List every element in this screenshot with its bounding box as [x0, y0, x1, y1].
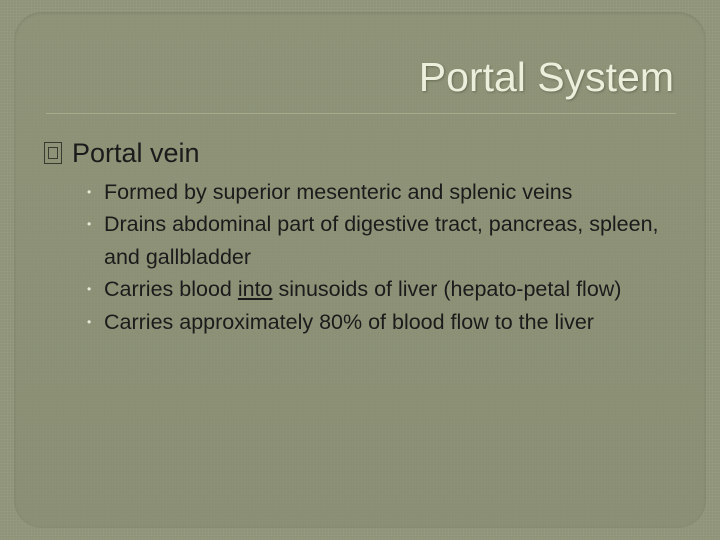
underlined-word: into [237, 277, 273, 302]
level1-item [44, 138, 684, 169]
list-item [86, 208, 686, 273]
bullet-dot-icon: • [87, 185, 92, 199]
list-item [86, 273, 686, 305]
sub-bullet-list [86, 176, 686, 338]
box-bullet-icon [44, 142, 62, 164]
bullet-dot-icon: • [87, 217, 92, 232]
list-item [86, 176, 686, 208]
title-divider [46, 113, 676, 114]
level1-heading: Portal vein [72, 138, 200, 168]
bullet-text: sinusoids of liver (hepato-petal flow) [272, 277, 622, 302]
bullet-dot-icon: • [87, 282, 92, 297]
bullet-text: Formed by superior mesenteric and splenic veins [104, 180, 573, 204]
list-item [86, 306, 686, 338]
bullet-text: Drains abdominal part of digestive tract, pancreas, spleen, and gallbladder [104, 212, 659, 269]
slide-title: Portal System [418, 54, 674, 100]
bullet-text: Carries blood [104, 277, 238, 302]
bullet-text: Carries approximately 80% of blood flow to the liver [104, 309, 594, 334]
bullet-dot-icon: • [87, 314, 92, 329]
